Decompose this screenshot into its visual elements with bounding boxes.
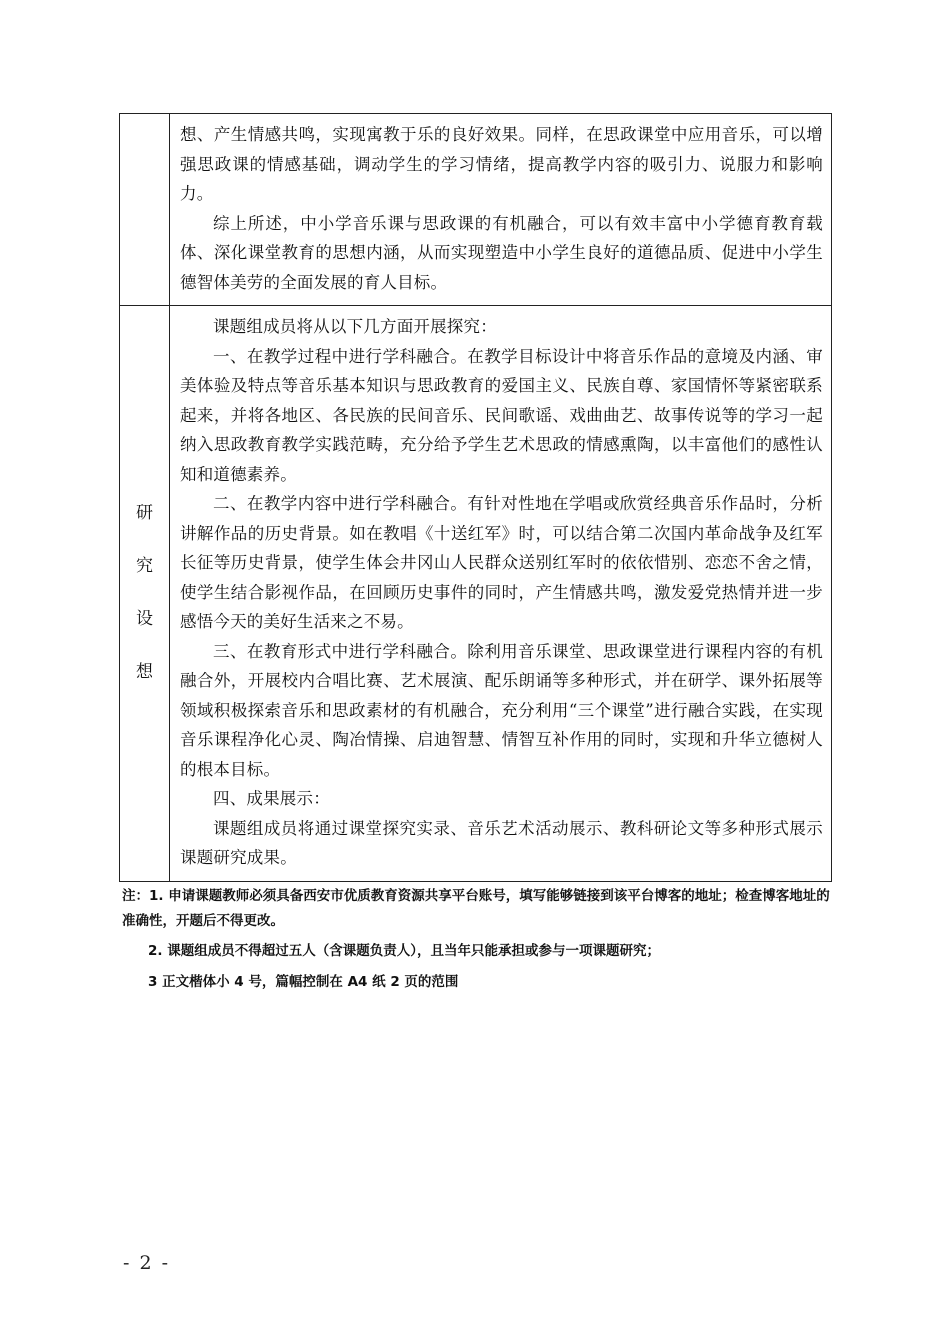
table-row-research-plan (120, 306, 832, 882)
plan-point-1: 一、在教学过程中进行学科融合。在教学目标设计中将音乐作品的意境及内涵、审美体验及特点等音乐基本知识与思政教育的爱国主义、民族自尊、家国情怀等紧密联系起来，并将各地区、各民族的民间音乐、民间歌谣、戏曲曲艺、故事传说等的学习一起纳入思政教育教学实践范畴，充分给予学生艺术思政的情感熏陶，以丰富他们的感性认知和道德素养。 (180, 346, 823, 484)
row1-label-cell (120, 114, 170, 306)
row1-paragraph-1: 想、产生情感共鸣，实现寓教于乐的良好效果。同样，在思政课堂中应用音乐，可以增强思政课的情感基础，调动学生的学习情绪，提高教学内容的吸引力、说服力和影响力。 (180, 125, 823, 203)
label-char-3: 设 (136, 609, 153, 630)
form-table (119, 113, 832, 882)
plan-point-2: 二、在教学内容中进行学科融合。有针对性地在学唱或欣赏经典音乐作品时，分析讲解作品的历史背景。如在教唱《十送红军》时，可以结合第二次国内革命战争及红军长征等历史背景，使学生体会井冈山人民群众送别红军时的依依惜别、恋恋不舍之情，使学生结合影视作品，在回顾历史事件的同时，产生情感共鸣，激发爱党热情并进一步感悟今天的美好生活来之不易。 (180, 494, 823, 631)
page-number: - 2 - (123, 1252, 171, 1274)
research-plan-label (120, 306, 170, 882)
plan-intro: 课题组成员将从以下几方面开展探究： (213, 317, 497, 336)
note-3: 3 正文楷体小 4 号，篇幅控制在 A4 纸 2 页的范围 (148, 973, 459, 990)
label-char-1: 研 (136, 503, 153, 524)
label-char-4: 想 (136, 662, 153, 683)
plan-point-4-heading: 四、成果展示： (213, 789, 330, 808)
notes-section (122, 884, 834, 994)
table-row-continued-content (120, 114, 832, 306)
plan-point-3: 三、在教育形式中进行学科融合。除利用音乐课堂、思政课堂进行课程内容的有机融合外，开展校内合唱比赛、艺术展演、配乐朗诵等多种形式，并在研学、课外拓展等领域积极探索音乐和思政素材的有机融合，充分利用“三个课堂”进行融合实践，在实现音乐课程净化心灵、陶冶情操、启迪智慧、情智互补作用的同时，实现和升华立德树人的根本目标。 (180, 641, 823, 779)
row1-content-cell (170, 114, 832, 306)
note-1: 注：1. 申请课题教师必须具备西安市优质教育资源共享平台账号，填写能够链接到该平台博客的地址；检查博客地址的准确性，开题后不得更改。 (122, 888, 830, 929)
label-char-2: 究 (136, 556, 153, 577)
plan-point-4-body: 课题组成员将通过课堂探究实录、音乐艺术活动展示、教科研论文等多种形式展示课题研究成果。 (180, 818, 823, 867)
research-plan-content (170, 306, 832, 882)
note-2: 2. 课题组成员不得超过五人（含课题负责人），且当年只能承担或参与一项课题研究； (148, 943, 660, 959)
row1-paragraph-2: 综上所述，中小学音乐课与思政课的有机融合，可以有效丰富中小学德育教育载体、深化课堂教育的思想内涵，从而实现塑造中小学生良好的道德品质、促进中小学生德智体美劳的全面发展的育人目标。 (180, 213, 823, 292)
